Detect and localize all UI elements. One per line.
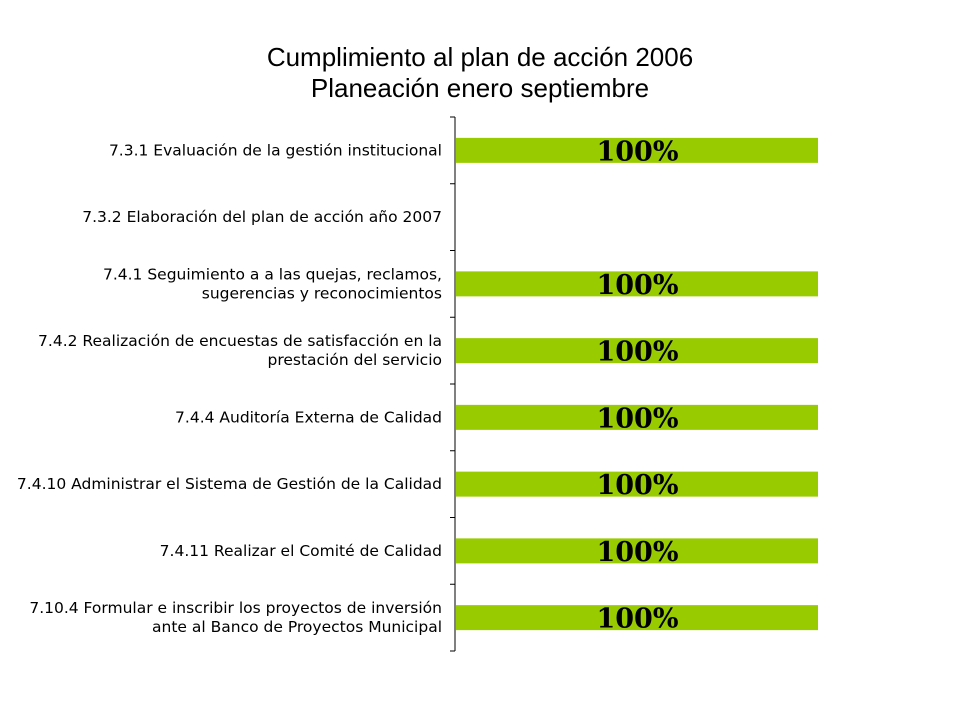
category-label-line: 7.10.4 Formular e inscribir los proyectos de inversión (29, 599, 442, 618)
category-label (109, 141, 442, 159)
category-label-line: 7.3.1 Evaluación de la gestión institucional (108, 141, 442, 160)
category-label (29, 599, 442, 636)
category-label (160, 542, 442, 560)
data-labels-group (596, 136, 678, 634)
data-label: 100% (596, 136, 679, 168)
category-labels-group (17, 141, 442, 636)
category-axis-ticks (450, 117, 455, 651)
category-label-line: prestación del servicio (267, 351, 442, 370)
chart-subtitle: Planeación enero septiembre (310, 73, 650, 103)
category-label-line: 7.3.2 Elaboración del plan de acción año 2007 (82, 208, 442, 227)
category-label-line: sugerencias y reconocimientos (201, 284, 442, 303)
data-label: 100% (596, 470, 679, 502)
category-label (17, 475, 442, 493)
category-label (175, 408, 442, 426)
data-label: 100% (596, 603, 679, 635)
data-label: 100% (596, 403, 679, 435)
data-label: 100% (596, 336, 679, 368)
chart-title: Cumplimiento al plan de acción 2006 (266, 42, 694, 72)
category-label (103, 265, 442, 302)
category-label-line: 7.4.2 Realización de encuestas de satisfacción en la (38, 332, 442, 351)
category-label (82, 208, 442, 226)
category-label-line: 7.4.10 Administrar el Sistema de Gestión de la Calidad (16, 475, 442, 494)
category-label-line: ante al Banco de Proyectos Municipal (152, 618, 442, 637)
category-label-line: 7.4.1 Seguimiento a a las quejas, reclamos, (102, 265, 442, 284)
data-label: 100% (596, 536, 679, 568)
category-label (38, 332, 442, 369)
category-label-line: 7.4.11 Realizar el Comité de Calidad (159, 541, 442, 560)
data-label: 100% (596, 269, 679, 301)
category-label-line: 7.4.4 Auditoría Externa de Calidad (175, 408, 442, 427)
